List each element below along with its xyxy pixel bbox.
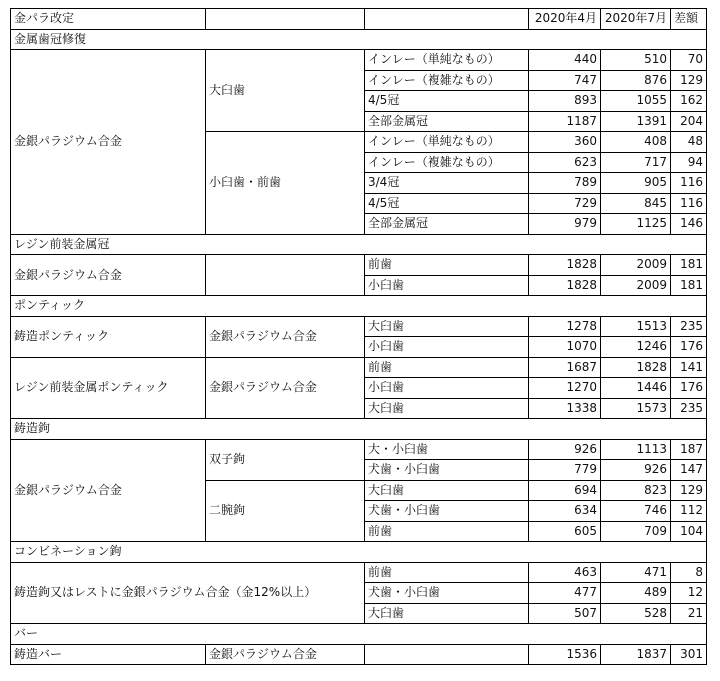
jul-cell[interactable]: 823 — [601, 480, 671, 501]
jul-cell[interactable]: 1125 — [601, 214, 671, 235]
section-title[interactable]: 金属歯冠修復 — [11, 29, 529, 50]
cell[interactable] — [529, 624, 601, 645]
diff-cell[interactable]: 129 — [671, 70, 707, 91]
apr-cell[interactable]: 1338 — [529, 398, 601, 419]
alloy-cell[interactable]: 金銀パラジウム合金 — [11, 50, 206, 235]
cell[interactable] — [601, 419, 671, 440]
jul-cell[interactable]: 528 — [601, 603, 671, 624]
apr-cell[interactable]: 979 — [529, 214, 601, 235]
jul-cell[interactable]: 905 — [601, 173, 671, 194]
apr-cell[interactable]: 1828 — [529, 275, 601, 296]
section-title-row — [11, 624, 707, 645]
item-cell[interactable]: インレー（単純なもの） — [365, 50, 529, 71]
item-cell[interactable]: 小臼歯 — [365, 337, 529, 358]
item-cell[interactable]: 前歯 — [365, 357, 529, 378]
diff-cell[interactable]: 176 — [671, 337, 707, 358]
apr-cell[interactable]: 1687 — [529, 357, 601, 378]
sheet-title[interactable]: 金パラ改定 — [11, 9, 206, 30]
item-cell[interactable]: 全部金属冠 — [365, 214, 529, 235]
jul-cell[interactable]: 717 — [601, 152, 671, 173]
section-title-row — [11, 296, 707, 317]
item-cell[interactable]: 大臼歯 — [365, 480, 529, 501]
cell[interactable] — [601, 234, 671, 255]
cell[interactable] — [529, 542, 601, 563]
apr-cell[interactable]: 463 — [529, 562, 601, 583]
item-cell[interactable]: 全部金属冠 — [365, 111, 529, 132]
diff-cell[interactable]: 21 — [671, 603, 707, 624]
table-row — [11, 357, 707, 378]
item-cell[interactable]: 3/4冠 — [365, 173, 529, 194]
item-cell[interactable]: 大臼歯 — [365, 398, 529, 419]
apr-cell[interactable]: 926 — [529, 439, 601, 460]
cell[interactable] — [601, 542, 671, 563]
section-title[interactable]: コンビネーション鉤 — [11, 542, 529, 563]
diff-cell[interactable]: 70 — [671, 50, 707, 71]
diff-cell[interactable]: 181 — [671, 275, 707, 296]
item-cell[interactable]: インレー（複雑なもの） — [365, 70, 529, 91]
jul-cell[interactable]: 1828 — [601, 357, 671, 378]
cell[interactable] — [206, 9, 365, 30]
jul-cell[interactable]: 709 — [601, 521, 671, 542]
cell[interactable] — [365, 644, 529, 665]
apr-cell[interactable]: 634 — [529, 501, 601, 522]
cell[interactable] — [671, 29, 707, 50]
item-cell[interactable]: 前歯 — [365, 255, 529, 276]
cell[interactable] — [529, 296, 601, 317]
diff-cell[interactable]: 8 — [671, 562, 707, 583]
apr-cell[interactable]: 729 — [529, 193, 601, 214]
alloy-cell[interactable]: 金銀パラジウム合金 — [206, 316, 365, 357]
section-title-row — [11, 419, 707, 440]
jul-cell[interactable]: 1513 — [601, 316, 671, 337]
cell[interactable] — [365, 9, 529, 30]
table-row — [11, 50, 707, 71]
alloy-cell[interactable]: 金銀パラジウム合金 — [11, 439, 206, 542]
jul-cell[interactable]: 1446 — [601, 378, 671, 399]
table-row — [11, 255, 707, 276]
diff-cell[interactable]: 112 — [671, 501, 707, 522]
item-cell[interactable]: 前歯 — [365, 521, 529, 542]
diff-cell[interactable]: 48 — [671, 132, 707, 153]
jul-cell[interactable]: 471 — [601, 562, 671, 583]
diff-cell[interactable]: 12 — [671, 583, 707, 604]
section-title-row — [11, 29, 707, 50]
jul-cell[interactable]: 746 — [601, 501, 671, 522]
cell[interactable] — [529, 419, 601, 440]
jul-cell[interactable]: 510 — [601, 50, 671, 71]
price-table — [10, 8, 707, 665]
group-cell[interactable]: 二腕鉤 — [206, 480, 365, 542]
table-row — [11, 316, 707, 337]
cell[interactable] — [529, 29, 601, 50]
apr-cell[interactable]: 747 — [529, 70, 601, 91]
item-cell[interactable]: 小臼歯 — [365, 378, 529, 399]
diff-cell[interactable]: 146 — [671, 214, 707, 235]
group-cell[interactable]: 鋳造バー — [11, 644, 206, 665]
table-row — [11, 439, 707, 460]
group-cell[interactable]: 双子鉤 — [206, 439, 365, 480]
cell[interactable] — [671, 296, 707, 317]
apr-cell[interactable]: 893 — [529, 91, 601, 112]
item-cell[interactable]: 大・小臼歯 — [365, 439, 529, 460]
apr-cell[interactable]: 1278 — [529, 316, 601, 337]
jul-cell[interactable]: 1055 — [601, 91, 671, 112]
apr-cell[interactable]: 507 — [529, 603, 601, 624]
item-cell[interactable]: インレー（単純なもの） — [365, 132, 529, 153]
cell[interactable] — [671, 542, 707, 563]
group-cell[interactable]: 鋳造ポンティック — [11, 316, 206, 357]
apr-cell[interactable]: 1536 — [529, 644, 601, 665]
apr-cell[interactable]: 789 — [529, 173, 601, 194]
section-title-row — [11, 542, 707, 563]
item-cell[interactable]: 犬歯・小臼歯 — [365, 460, 529, 481]
cell[interactable] — [529, 234, 601, 255]
section-title-row — [11, 234, 707, 255]
diff-cell[interactable]: 147 — [671, 460, 707, 481]
item-cell[interactable]: 犬歯・小臼歯 — [365, 583, 529, 604]
apr-cell[interactable]: 623 — [529, 152, 601, 173]
jul-cell[interactable]: 926 — [601, 460, 671, 481]
jul-cell[interactable]: 408 — [601, 132, 671, 153]
column-header-diff[interactable]: 差額 — [671, 9, 707, 30]
alloy-cell[interactable]: 金銀パラジウム合金 — [206, 644, 365, 665]
diff-cell[interactable]: 176 — [671, 378, 707, 399]
group-cell[interactable]: 大臼歯 — [206, 50, 365, 132]
apr-cell[interactable]: 477 — [529, 583, 601, 604]
diff-cell[interactable]: 141 — [671, 357, 707, 378]
diff-cell[interactable]: 181 — [671, 255, 707, 276]
diff-cell[interactable]: 235 — [671, 398, 707, 419]
diff-cell[interactable]: 162 — [671, 91, 707, 112]
jul-cell[interactable]: 489 — [601, 583, 671, 604]
apr-cell[interactable]: 1270 — [529, 378, 601, 399]
item-cell[interactable]: 4/5冠 — [365, 193, 529, 214]
jul-cell[interactable]: 876 — [601, 70, 671, 91]
apr-cell[interactable]: 360 — [529, 132, 601, 153]
alloy-cell[interactable]: 鋳造鉤又はレストに金銀パラジウム合金（金12%以上） — [11, 562, 365, 624]
apr-cell[interactable]: 440 — [529, 50, 601, 71]
diff-cell[interactable]: 104 — [671, 521, 707, 542]
section-title[interactable]: バー — [11, 624, 529, 645]
cell[interactable] — [671, 234, 707, 255]
apr-cell[interactable]: 1828 — [529, 255, 601, 276]
cell[interactable] — [601, 296, 671, 317]
jul-cell[interactable]: 1391 — [601, 111, 671, 132]
jul-cell[interactable]: 1837 — [601, 644, 671, 665]
diff-cell[interactable]: 235 — [671, 316, 707, 337]
group-cell[interactable]: 小臼歯・前歯 — [206, 132, 365, 235]
item-cell[interactable]: インレー（複雑なもの） — [365, 152, 529, 173]
item-cell[interactable]: 小臼歯 — [365, 275, 529, 296]
apr-cell[interactable]: 605 — [529, 521, 601, 542]
table-row — [11, 644, 707, 665]
group-cell[interactable]: レジン前装金属ポンティック — [11, 357, 206, 419]
section-title[interactable]: レジン前装金属冠 — [11, 234, 529, 255]
apr-cell[interactable]: 779 — [529, 460, 601, 481]
header-row — [11, 9, 707, 30]
apr-cell[interactable]: 1070 — [529, 337, 601, 358]
diff-cell[interactable]: 129 — [671, 480, 707, 501]
cell[interactable] — [206, 255, 365, 296]
jul-cell[interactable]: 2009 — [601, 275, 671, 296]
alloy-cell[interactable]: 金銀パラジウム合金 — [206, 357, 365, 419]
table-row — [11, 562, 707, 583]
jul-cell[interactable]: 2009 — [601, 255, 671, 276]
item-cell[interactable]: 犬歯・小臼歯 — [365, 501, 529, 522]
jul-cell[interactable]: 1113 — [601, 439, 671, 460]
cell[interactable] — [671, 419, 707, 440]
jul-cell[interactable]: 845 — [601, 193, 671, 214]
apr-cell[interactable]: 1187 — [529, 111, 601, 132]
cell[interactable] — [601, 624, 671, 645]
diff-cell[interactable]: 116 — [671, 193, 707, 214]
alloy-cell[interactable]: 金銀パラジウム合金 — [11, 255, 206, 296]
diff-cell[interactable]: 204 — [671, 111, 707, 132]
jul-cell[interactable]: 1246 — [601, 337, 671, 358]
diff-cell[interactable]: 94 — [671, 152, 707, 173]
section-title[interactable]: 鋳造鉤 — [11, 419, 529, 440]
diff-cell[interactable]: 187 — [671, 439, 707, 460]
column-header-jul[interactable]: 2020年7月 — [601, 9, 671, 30]
cell[interactable] — [601, 29, 671, 50]
cell[interactable] — [671, 624, 707, 645]
section-title[interactable]: ポンティック — [11, 296, 529, 317]
apr-cell[interactable]: 694 — [529, 480, 601, 501]
item-cell[interactable]: 大臼歯 — [365, 603, 529, 624]
column-header-apr[interactable]: 2020年4月 — [529, 9, 601, 30]
diff-cell[interactable]: 301 — [671, 644, 707, 665]
jul-cell[interactable]: 1573 — [601, 398, 671, 419]
item-cell[interactable]: 大臼歯 — [365, 316, 529, 337]
diff-cell[interactable]: 116 — [671, 173, 707, 194]
item-cell[interactable]: 前歯 — [365, 562, 529, 583]
item-cell[interactable]: 4/5冠 — [365, 91, 529, 112]
